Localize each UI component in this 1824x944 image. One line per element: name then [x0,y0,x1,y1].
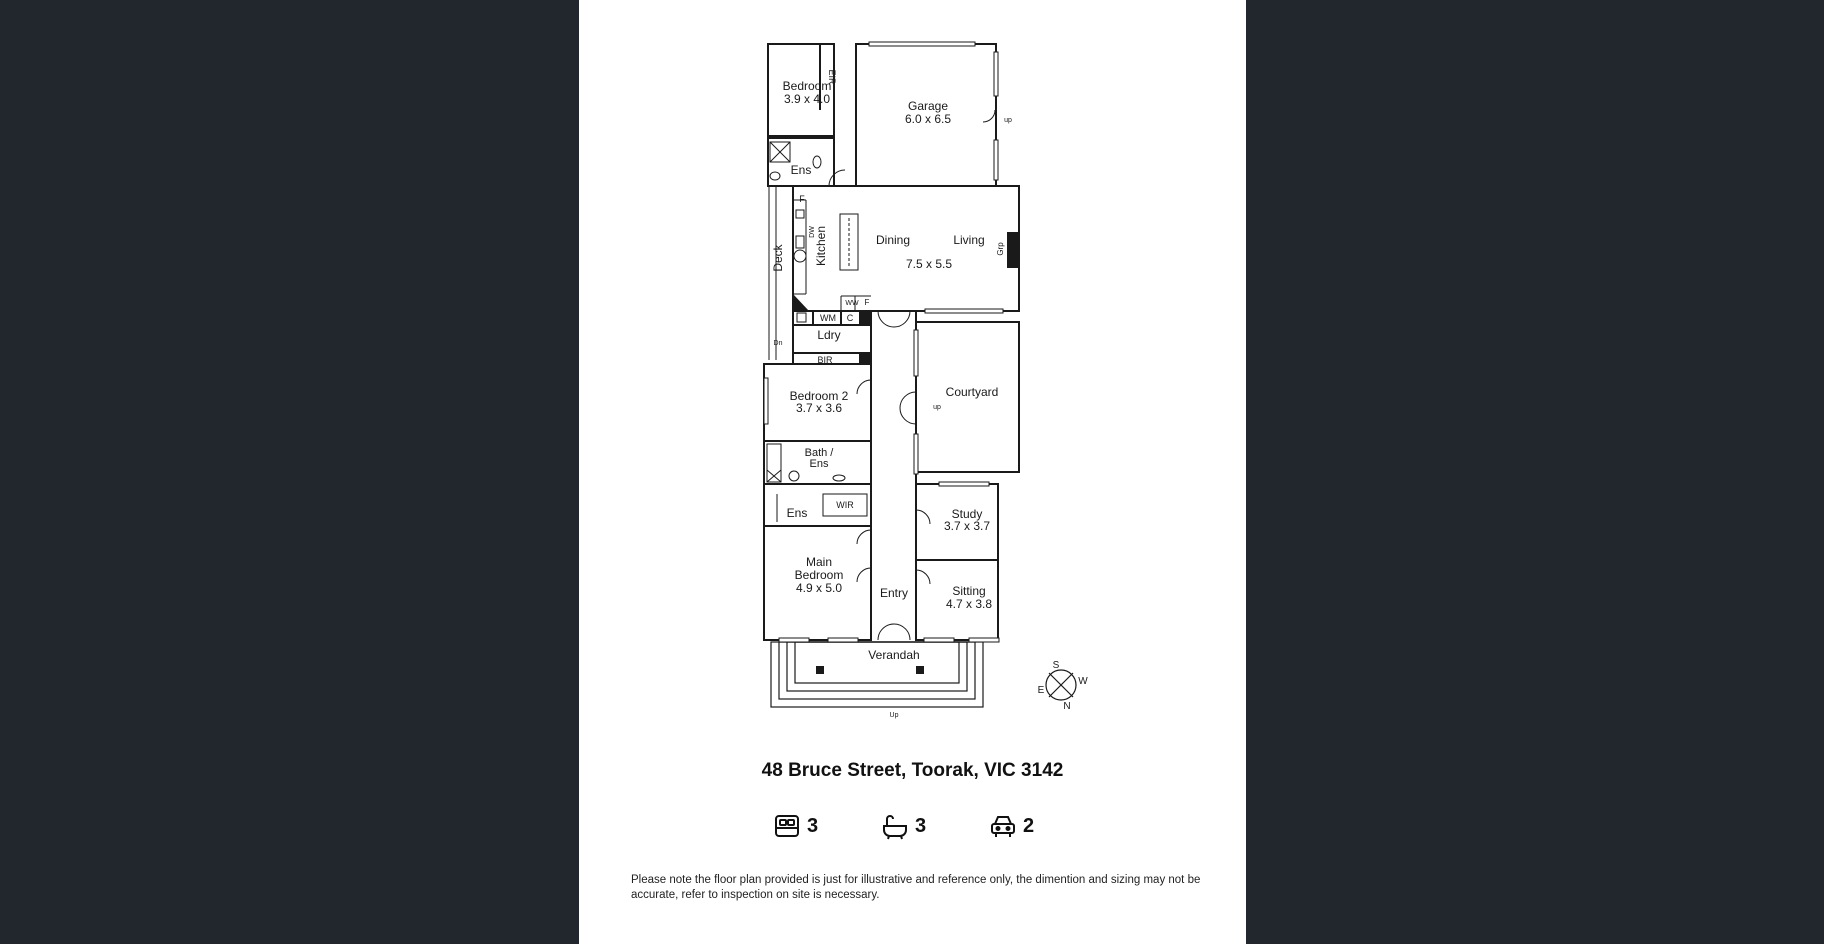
bed-icon [773,812,801,840]
car-spaces-feature [989,810,1034,842]
ww-label: WW [845,300,859,307]
fridge-top-label: F [799,194,805,204]
bir-label: BIR [817,355,833,365]
floorplan-drawing [579,0,1246,740]
ens-main-label: Ens [786,506,808,520]
courtyard-step-label: up [933,404,941,411]
compass-s: S [1052,660,1060,671]
bedroom-size: 3.9 x 4.0 [783,92,831,106]
bedroom2-label: Bedroom 2 [789,389,849,403]
kitchen-label: Kitchen [814,225,828,267]
bedrooms-count: 3 [807,814,819,837]
garage-size: 6.0 x 6.5 [904,112,952,126]
car-spaces-count: 2 [1023,814,1035,837]
main-bedroom-size: 4.9 x 5.0 [795,581,843,595]
study-label: Study [951,507,983,521]
compass-icon [1046,670,1076,700]
sitting-label: Sitting [952,584,986,598]
disclaimer-text: Please note the floor plan provided is just for illustrative and reference only, the dimention and sizing may not be accurate, refer to inspection on site is necessary. [631,874,1201,901]
bathrooms-feature [881,810,926,842]
ens-top-label: Ens [790,163,812,177]
living-label: Living [953,233,985,247]
compass-w: W [1078,676,1088,687]
bath-label-line2: Ens [809,458,829,470]
bath-icon [881,812,909,840]
entry-label: Entry [879,586,909,600]
bedrooms-feature [773,810,818,842]
grp-label: Grp [996,242,1005,256]
floorplan-page [579,0,1246,944]
ens-main-wall [764,484,871,526]
dw-label: DW [809,226,816,238]
verandah-label: Verandah [868,648,920,662]
verandah-step-label: Up [889,712,899,719]
ldry-label: Ldry [817,328,841,342]
sitting-size: 4.7 x 3.8 [945,597,993,611]
garage-step-label: up [1004,117,1012,124]
bedroom-label: Bedroom [782,79,832,93]
dn-label: Dn [773,340,783,347]
bath-label-line1: Bath / [804,447,834,459]
property-address: 48 Bruce Street, Toorak, VIC 3142 [761,760,1064,781]
courtyard-label: Courtyard [945,385,999,399]
fridge-bottom-label: F [864,298,870,307]
dining-label: Dining [875,233,911,247]
eir-label: EIR [827,69,837,85]
main-bedroom-label-line1: Main [805,555,833,569]
deck-label: Deck [771,244,785,272]
bedroom2-size: 3.7 x 3.6 [795,401,843,415]
wm-label: WM [820,313,836,323]
study-size: 3.7 x 3.7 [943,519,991,533]
living-size: 7.5 x 5.5 [905,257,953,271]
wir-label: WIR [836,500,854,510]
compass-n: N [1063,701,1071,712]
floorplan [579,0,1246,740]
garage-label: Garage [907,99,949,113]
car-icon [989,812,1017,840]
main-bedroom-label-line2: Bedroom [794,568,844,582]
c-label: C [846,313,854,323]
compass-e: E [1037,685,1045,696]
property-features [579,810,1246,842]
bathrooms-count: 3 [915,814,927,837]
